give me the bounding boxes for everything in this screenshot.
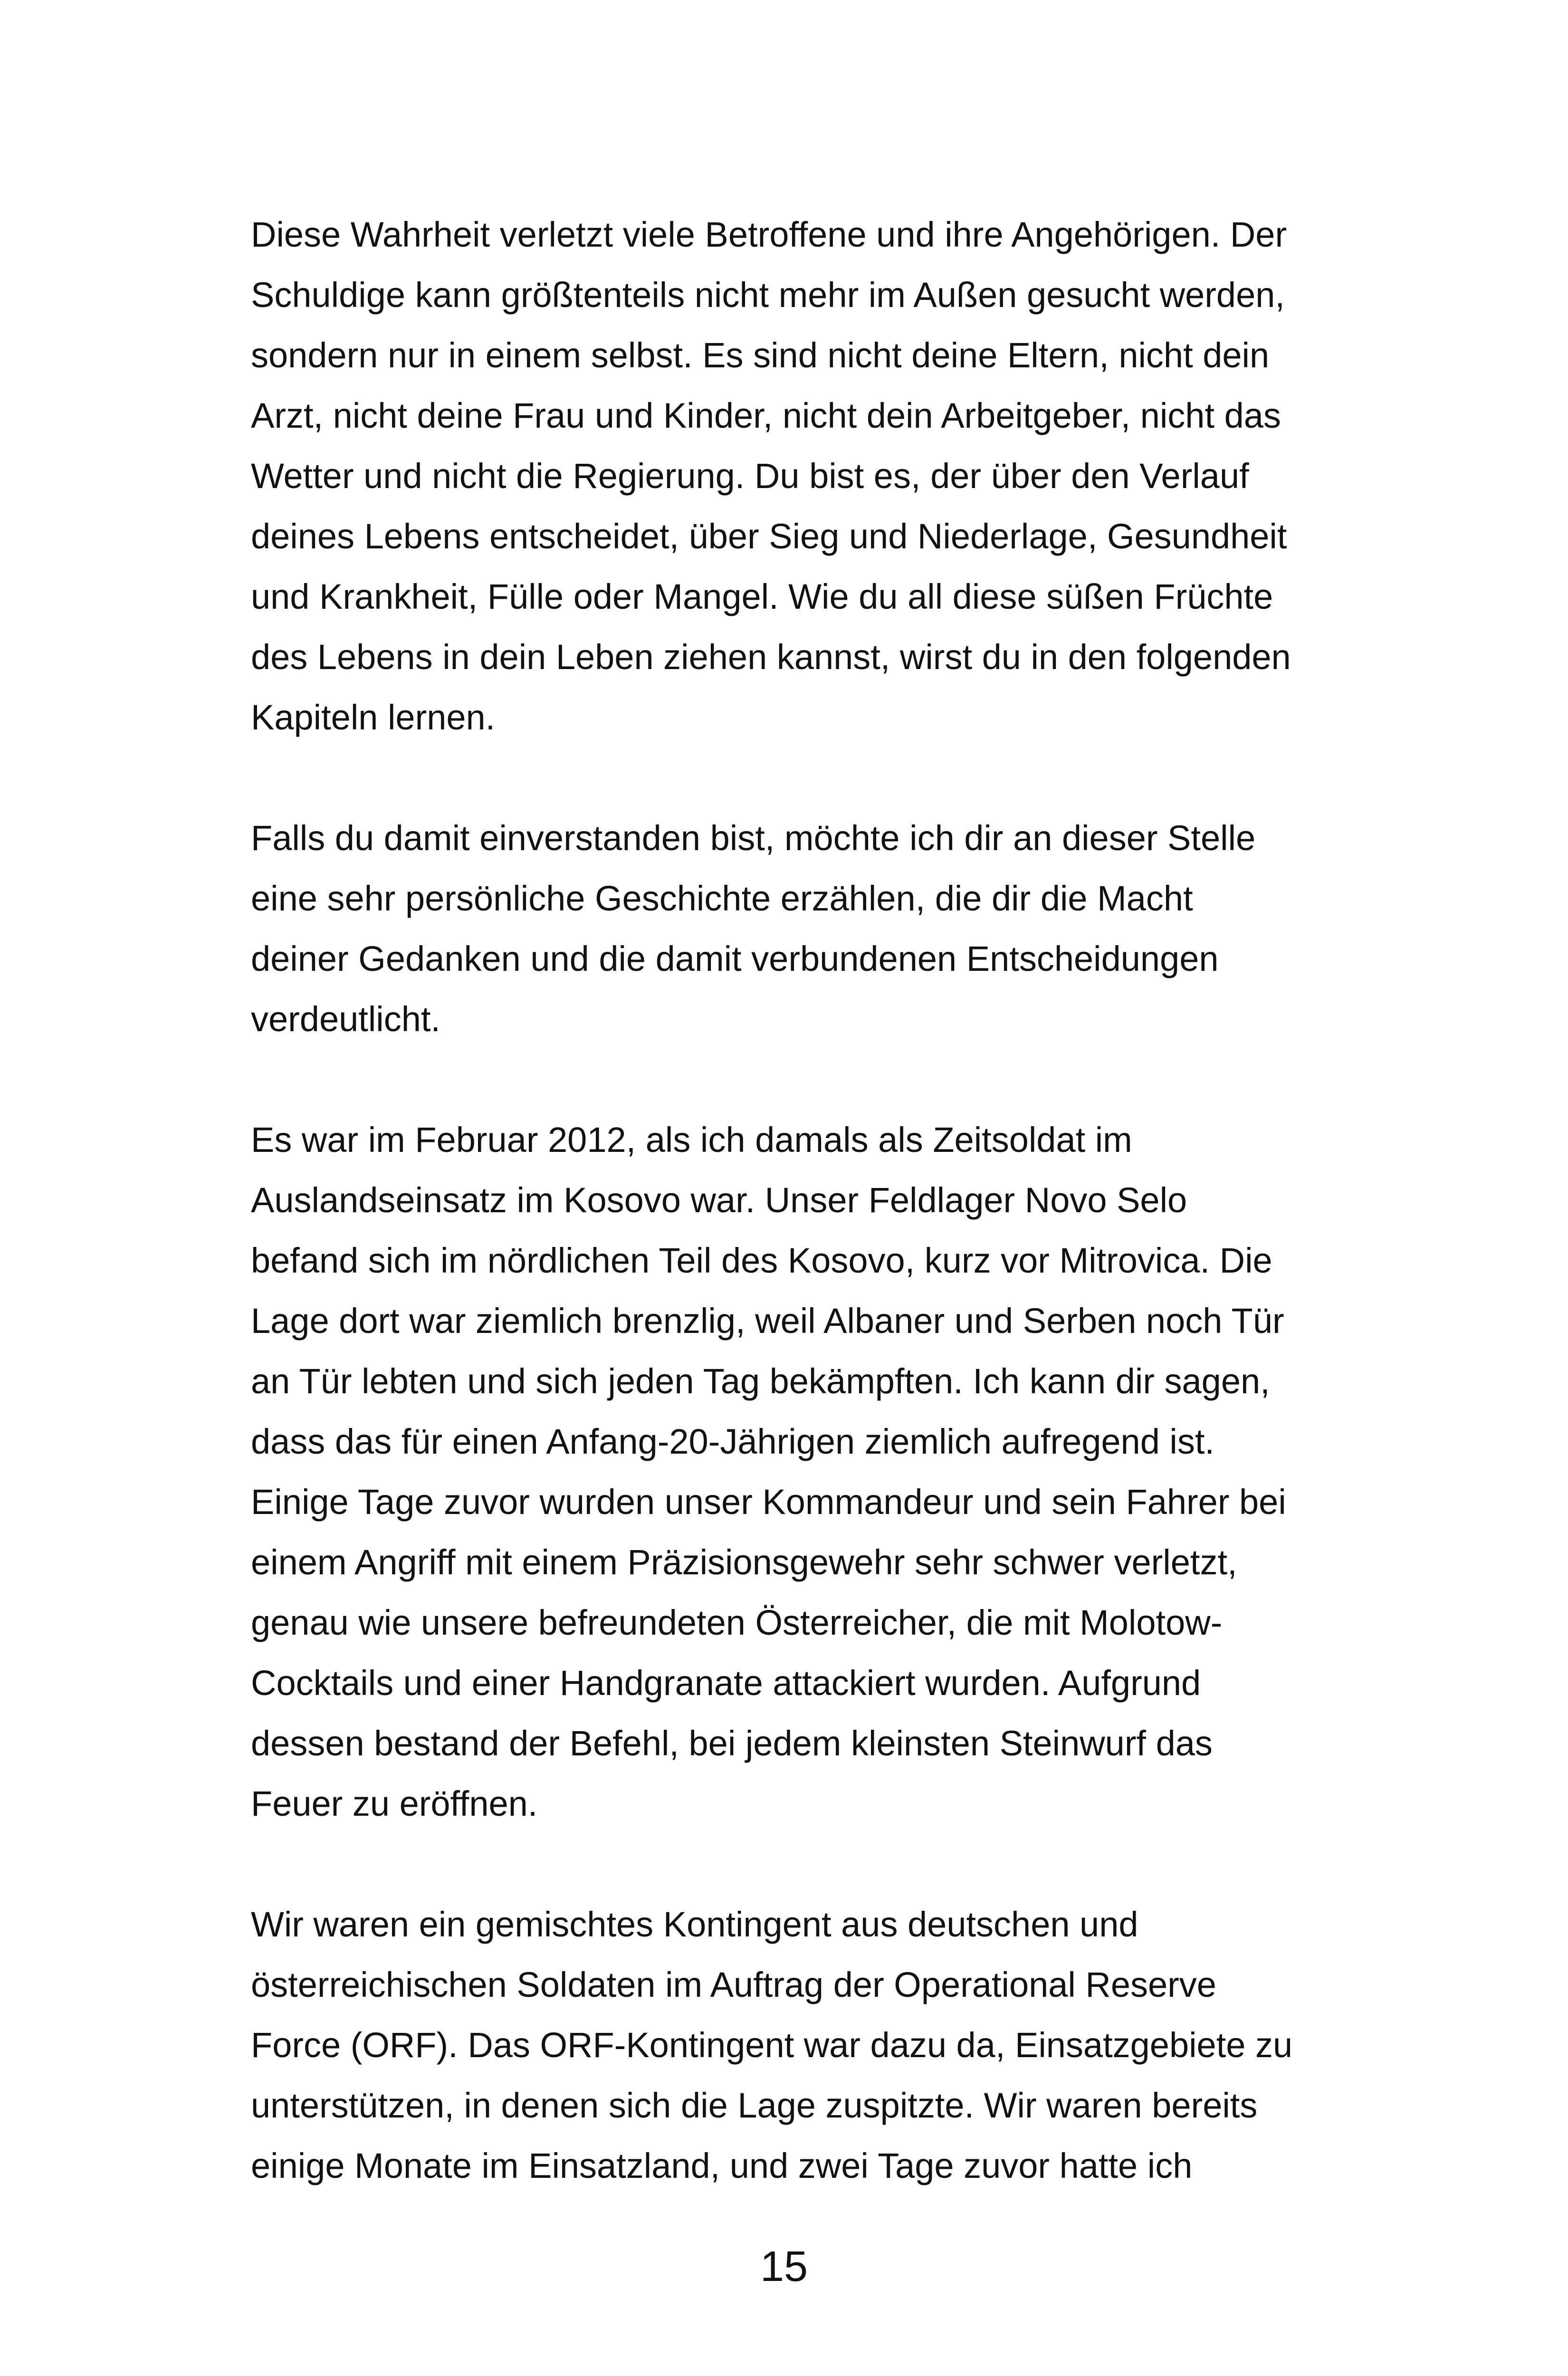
- paragraph: Falls du damit einverstanden bist, möchte ich dir an dieser Stelle eine sehr persönliche Geschichte erzählen, die dir die Macht deiner Gedanken und die damit verbundenen Entscheidungen verdeutlicht.: [251, 818, 1256, 1039]
- page-body: [251, 204, 1429, 2256]
- page-number: 15: [760, 2243, 808, 2290]
- paragraph: Diese Wahrheit verletzt viele Betroffene und ihre Angehörigen. Der Schuldige kann größtenteils nicht mehr im Außen gesucht werden, sondern nur in einem selbst. Es sind nicht deine Eltern, nicht dein Arzt, nicht deine Frau und Kinder, nicht dein Arbeitgeber, nicht das Wetter und nicht die Regierung. Du bist es, der über den Verlauf deines Lebens entscheidet, über Sieg und Niederlage, Gesundheit und Krankheit, Fülle oder Mangel. Wie du all diese süßen Früchte des Lebens in dein Leben ziehen kannst, wirst du in den folgenden Kapiteln lernen.: [251, 215, 1291, 737]
- paragraph: Es war im Februar 2012, als ich damals als Zeitsoldat im Auslandseinsatz im Kosovo war. Unser Feldlager Novo Selo befand sich im nördlichen Teil des Kosovo, kurz vor Mitrovica. Die Lage dort war ziemlich brenzlig, weil Albaner und Serben noch Tür an Tür lebten und sich jeden Tag bekämpften. Ich kann dir sagen, dass das für einen Anfang-20-Jährigen ziemlich aufregend ist. Einige Tage zuvor wurden unser Kommandeur und sein Fahrer bei einem Angriff mit einem Präzisionsgewehr sehr schwer verletzt, genau wie unsere befreundeten Österreicher, die mit Molotow- Cocktails und einer Handgranate attackiert wurden. Aufgrund dessen bestand der Befehl, bei jedem kleinsten Steinwurf das Feuer zu eröffnen.: [251, 1120, 1286, 1823]
- paragraph: Wir waren ein gemischtes Kontingent aus deutschen und österreichischen Soldaten im Auftrag der Operational Reserve Force (ORF). Das ORF-Kontingent war dazu da, Einsatzgebiete zu unterstützen, in denen sich die Lage zuspitzte. Wir waren bereits einige Monate im Einsatzland, und zwei Tage zuvor hatte ich: [251, 1905, 1293, 2185]
